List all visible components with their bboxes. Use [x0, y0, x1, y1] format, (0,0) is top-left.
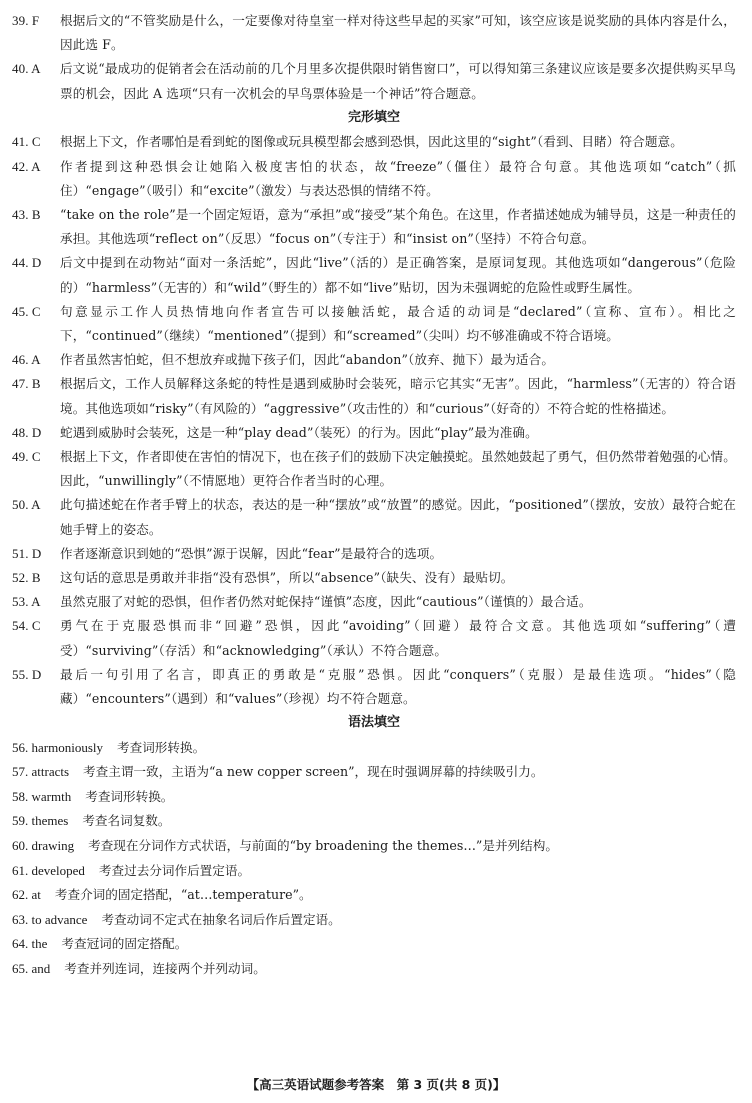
answer-item-55: 55. D 最后一句引用了名言，即真正的勇敢是“克服”恐惧。因此“conquers”（克服）是最佳选项。“hides”（隐藏）“encounters”（遇到）和“values”（珍视）均不符合题意。 — [12, 666, 736, 706]
answer-item-56: 56. harmoniously 考查词形转换。 — [12, 739, 206, 755]
answer-item-45: 45. C 句意显示工作人员热情地向作者宣告可以接触活蛇，最合适的动词是“declared”（宣称、宣布）。相比之下，“continued”（继续）“mentioned”（提到）和“screamed”（尖叫）均不够准确或不符合语境。 — [12, 303, 736, 343]
answer-item-57: 57. attracts 考查主谓一致，主语为“a new copper screen”，现在时强调屏幕的持续吸引力。 — [12, 764, 544, 780]
cloze-items — [12, 130, 736, 711]
answer-item-43: 43. B “take on the role”是一个固定短语，意为“承担”或“接受”某个角色。在这里，作者描述她成为辅导员，这是一种责任的承担。其他选项“reflect on”（反思）“focus on”（专注于）和“insist on”（坚持）不符合句意。 — [12, 206, 736, 247]
answer-item-61: 61. developed 考查过去分词作后置定语。 — [12, 862, 251, 878]
answer-item-60: 60. drawing 考查现在分词作方式状语，与前面的“by broadening the themes…”是并列结构。 — [12, 838, 558, 854]
answer-item-51: 51. D 作者逐渐意识到她的“恐惧”源于误解，因此“fear”是最符合的选项。 — [12, 545, 443, 561]
answer-item-63: 63. to advance 考查动词不定式在抽象名词后作后置定语。 — [12, 911, 341, 927]
answer-item-39: 39. F 根据后文的“不管奖励是什么，一定要像对待皇室一样对待这些早起的买家”可知，该空应该是说奖励的具体内容是什么，因此选 F。 — [12, 13, 736, 53]
answer-item-41: 41. C 根据上下文，作者哪怕是看到蛇的图像或玩具模型都会感到恐惧，因此这里的“sight”（看到、目睹）符合题意。 — [12, 134, 683, 150]
answer-item-44: 44. D 后文中提到在动物站“面对一条活蛇”，因此“live”（活的）是正确答案，是原词复现。其他选项如“dangerous”（危险的）“harmless”（无害的）和“wild”（野生的）都不如“live”贴切，因为未强调蛇的危险性或野生属性。 — [12, 255, 736, 295]
answer-item-46: 46. A 作者虽然害怕蛇，但不想放弃或抛下孩子们，因此“abandon”（放弃、抛下）最为适合。 — [12, 352, 555, 368]
answer-item-59: 59. themes 考查名词复数。 — [12, 813, 171, 829]
answer-item-50: 50. A 此句描述蛇在作者手臂上的状态，表达的是一种“摆放”或“放置”的感觉。因此，“positioned”（摆放，安放）最符合蛇在她手臂上的姿态。 — [12, 497, 736, 537]
answer-item-48: 48. D 蛇遇到威胁时会装死，这是一种“play dead”（装死）的行为。因此“play”最为准确。 — [12, 424, 538, 440]
answer-item-62: 62. at 考查介词的固定搭配，“at…temperature”。 — [12, 887, 312, 903]
answer-item-54: 54. C 勇气在于克服恐惧而非“回避”恐惧，因此“avoiding”（回避）最符合文意。其他选项如“suffering”（遭受）“surviving”（存活）和“acknowledging”（承认）不符合题意。 — [12, 618, 736, 658]
answer-item-65: 65. and 考查并列连词，连接两个并列动词。 — [12, 961, 266, 977]
answer-item-40: 40. A 后文说“最成功的促销者会在活动前的几个月里多次提供限时销售窗口”，可以得知第三条建议应该是要多次提供购买早鸟票的机会，因此 A 选项“只有一次机会的早鸟票体验是一个神话”符合题意。 — [12, 61, 736, 101]
top-items — [12, 9, 736, 106]
grammar-items — [12, 736, 736, 982]
answer-item-58: 58. warmth 考查词形转换。 — [12, 788, 174, 804]
page-footer: 【高三英语试题参考答案 第 3 页(共 8 页)】 — [246, 1077, 506, 1092]
answer-item-64: 64. the 考查冠词的固定搭配。 — [12, 936, 188, 952]
section-heading-cloze: 完形填空 — [347, 109, 400, 125]
answer-key-page — [12, 9, 736, 982]
answer-item-53: 53. A 虽然克服了对蛇的恐惧，但作者仍然对蛇保持“谨慎”态度，因此“cautious”（谨慎的）最合适。 — [12, 594, 592, 610]
answer-item-42: 42. A 作者提到这种恐惧会让她陷入极度害怕的状态，故“freeze”（僵住）最符合句意。其他选项如“catch”（抓住）“engage”（吸引）和“excite”（激发）与表达恐惧的情绪不符。 — [12, 158, 736, 198]
answer-item-49: 49. C 根据上下文，作者即使在害怕的情况下，也在孩子们的鼓励下决定触摸蛇。虽然她鼓起了勇气，但仍然带着勉强的心情。因此，“unwillingly”（不情愿地）更符合作者当时的心理。 — [12, 448, 736, 489]
answer-item-47: 47. B 根据后文，工作人员解释这条蛇的特性是遇到威胁时会装死，暗示它其实“无害”。因此，“harmless”（无害的）符合语境。其他选项如“risky”（有风险的）“aggressive”（攻击性的）和“curious”（好奇的）不符合蛇的性格描述。 — [12, 376, 736, 416]
section-heading-grammar: 语法填空 — [347, 715, 400, 731]
answer-item-52: 52. B 这句话的意思是勇敢并非指“没有恐惧”，所以“absence”（缺失、没有）最贴切。 — [12, 569, 514, 585]
